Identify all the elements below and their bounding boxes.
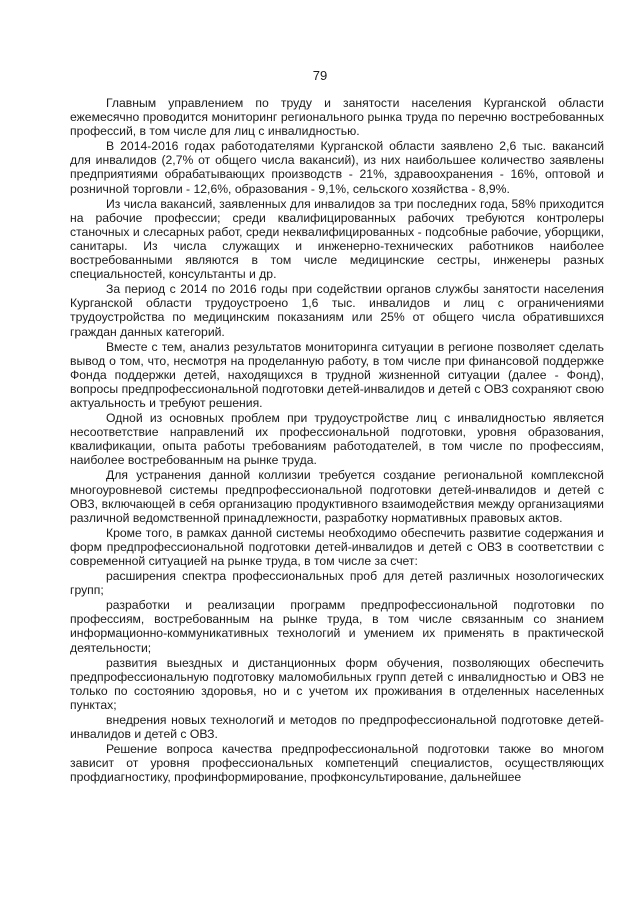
list-item-remote-learning: развития выездных и дистанционных форм обучения, позволяющих обеспечить предпрофессиональную подготовку маломобильных групп детей с инвалидностью и ОВЗ не только по состоянию здоровья, но и с учетом их проживания в отделенных населенных пунктах; [70, 655, 604, 712]
list-item-new-technologies: внедрения новых технологий и методов по предпрофессиональной подготовке детей-инвалидов и детей с ОВЗ. [70, 713, 604, 742]
list-item-programs: разработки и реализации программ предпрофессиональной подготовки по профессиям, востребованным на рынке труда, в том числе связанным со знанием информационно-коммуникативных технологий и умением их применять в практической деятельности; [70, 598, 604, 655]
paragraph-development-measures: Кроме того, в рамках данной системы необходимо обеспечить развитие содержания и форм предпрофессиональной подготовки детей-инвалидов и детей с ОВЗ в соответствии с современной ситуацией на рынке труда, в том числе за счет: [70, 525, 604, 568]
document-body [70, 96, 604, 785]
page-number: 79 [312, 68, 328, 83]
paragraph-vacancy-structure: Из числа вакансий, заявленных для инвалидов за три последних года, 58% приходится на рабочие профессии; среди квалифицированных рабочих требуются контролеры станочных и слесарных работ, среди неквалифицированных - подсобные рабочие, уборщики, санитары. Из числа служащих и инженерно-технических работников наиболее востребованными являются в том числе медицинские сестры, инженеры разных специальностей, консультанты и др. [70, 196, 604, 282]
paragraph-monitoring: Главным управлением по труду и занятости населения Курганской области ежемесячно проводится мониторинг регионального рынка труда по перечню востребованных профессий, в том числе для лиц с инвалидностью. [70, 96, 604, 139]
paragraph-analysis-conclusion: Вместе с тем, анализ результатов мониторинга ситуации в регионе позволяет сделать вывод о том, что, несмотря на проделанную работу, в том числе при финансовой поддержке Фонда поддержки детей, находящихся в трудной жизненной ситуации (далее - Фонд), вопросы предпрофессиональной подготовки детей-инвалидов и детей с ОВЗ сохраняют свою актуальность и требуют решения. [70, 339, 604, 410]
paragraph-regional-system: Для устранения данной коллизии требуется создание региональной комплексной многоуровневой системы предпрофессиональной подготовки детей-инвалидов и детей с ОВЗ, включающей в себя организацию продуктивного взаимодействия между организациями различной ведомственной принадлежности, разработку нормативных правовых актов. [70, 468, 604, 525]
paragraph-main-problem: Одной из основных проблем при трудоустройстве лиц с инвалидностью является несоответствие направлений их профессиональной подготовки, уровня образования, квалификации, опыта работы требованиям работодателей, в том числе по профессиям, наиболее востребованным на рынке труда. [70, 411, 604, 468]
paragraph-employment-results: За период с 2014 по 2016 годы при содействии органов службы занятости населения Курганской области трудоустроено 1,6 тыс. инвалидов и лиц с ограничениями трудоустройства по медицинским показаниям или 25% от общего числа обратившихся граждан данных категорий. [70, 282, 604, 339]
list-item-professional-trials: расширения спектра профессиональных проб для детей различных нозологических групп; [70, 569, 604, 598]
paragraph-vacancies-2014-2016: В 2014-2016 годах работодателями Курганской области заявлено 2,6 тыс. вакансий для инвалидов (2,7% от общего числа вакансий), из них наибольшее количество заявлены предприятиями обрабатывающих производств - 21%, здравоохранения - 16%, оптовой и розничной торговли - 12,6%, образования - 9,1%, сельского хозяйства - 8,9%. [70, 139, 604, 196]
paragraph-specialist-competence: Решение вопроса качества предпрофессиональной подготовки также во многом зависит от уровня профессиональных компетенций специалистов, осуществляющих профдиагностику, профинформирование, профконсультирование, дальнейшее [70, 742, 604, 785]
